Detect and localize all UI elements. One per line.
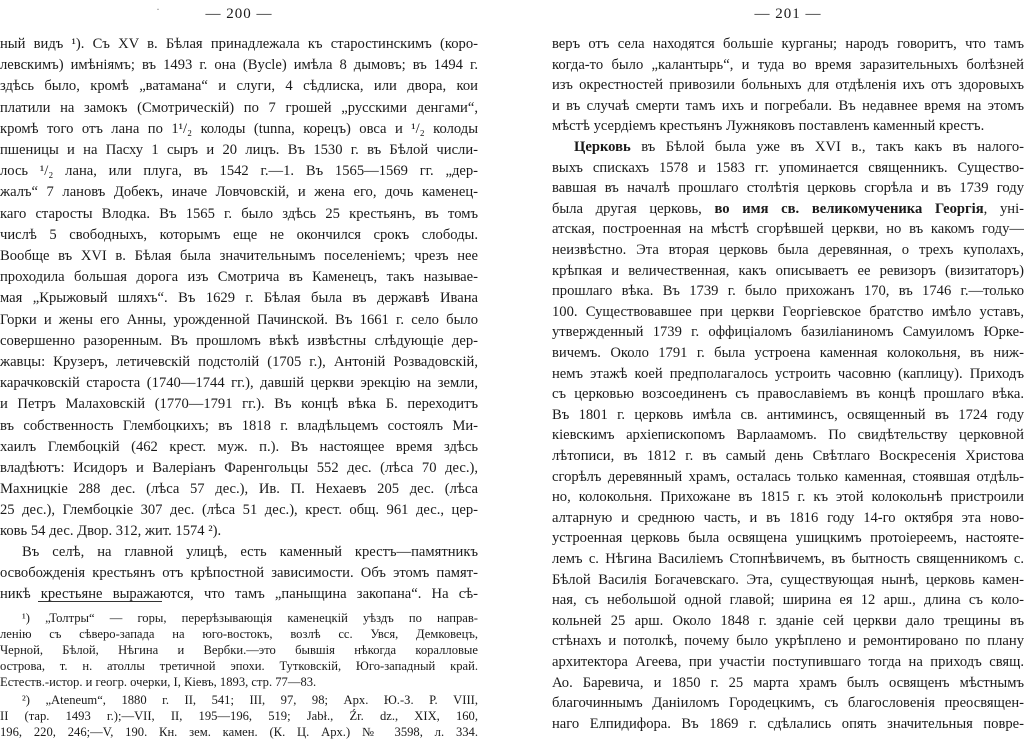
text-line: архитектора Агеева, при участіи поступившаго тогда на приходъ свящ. xyxy=(552,654,1024,670)
text-line: прошлаго вѣка. Въ 1739 г. было прихожанъ 170, въ 1746 г.—только xyxy=(552,283,1024,300)
text-line: 100. Существовавшее при церкви Георгіевское братство имѣло уставъ, xyxy=(552,303,1024,320)
church-dedication: во имя св. великомученика Георгія xyxy=(714,200,984,217)
text-line: сгорѣлъ деревянный храмъ, осталась только каменная, стоявшая отдѣль- xyxy=(552,468,1024,485)
text-line: изъ окрестностей привозили больныхъ для отдѣленія ихъ отъ здоровыхъ xyxy=(552,77,1024,94)
text-line: алтарную и среднюю часть, и въ 1816 году 14-го октября эта ново- xyxy=(552,509,1024,526)
text-line: лось ¹/₂ лана, или плуга, въ 1542 г.—1. Въ 1565—1569 гг. „дер- xyxy=(0,163,478,180)
right-page xyxy=(552,0,1024,742)
text-line: устроенная церковь была освящена ушицкимъ протоіереемъ, настоятe- xyxy=(552,530,1024,547)
text-line: карачковскій староста (1740—1744 гг.), давшій церкви эрекцію на земли, xyxy=(0,375,478,392)
text-line: Въ 1801 г. церковь имѣла св. антиминсъ, освященный въ 1724 году xyxy=(552,406,1024,423)
page-number-right: — 201 — xyxy=(754,6,822,22)
text-line: въ собственность Глембоцкихъ; въ 1818 г. владѣльцемъ состоялъ Ми- xyxy=(0,417,478,434)
text-line: хаилъ Глембоцкій (462 крест. муж. п.). Въ настоящее время здѣсь xyxy=(0,438,478,455)
text-line: и въ случаѣ смерти тамъ ихъ и погребали. Въ недавнее время на этомъ xyxy=(552,97,1024,114)
text-line: благочиннымъ Даніиломъ Городецкимъ, съ благословенія преосвящен- xyxy=(552,695,1024,712)
text-line: наго Елпидифора. Въ 1869 г. сдѣлались опять значительныя повре- xyxy=(552,715,1024,732)
section-heading-word: Церковь xyxy=(574,139,631,155)
text-line: проходила большая дорога изъ Смотрича въ Каменецъ, такъ называе- xyxy=(0,269,478,286)
text-line: ковь 54 дес. Двор. 312, жит. 1574 ²). xyxy=(0,523,222,539)
text-line: жалъ“ 7 лановъ Добекъ, иначе Ловчовскій, и жена его, дочь каменец- xyxy=(0,184,478,201)
text-line: кіевскимъ архіепископомъ Варлаамомъ. По свидѣтельству церковной xyxy=(552,427,1024,444)
footnote-line: острова, т. н. атоллы третичной эпохи. Тутковскій, Юго-западный край. xyxy=(0,659,478,673)
text-line: когда-то было „калантырь“, и туда во время заразительныхъ болѣзней xyxy=(552,56,1024,73)
footnote-line: ¹) „Толтры“ — горы, перерѣзывающія каменецкій уѣздъ по направ- xyxy=(22,611,478,625)
text-line: мая „Крыжовый шляхъ“. Въ 1629 г. Бѣлая была въ державѣ Ивана xyxy=(0,290,478,307)
text-line: атская, построенная на мѣстѣ сгорѣвшей церкви, но въ какомъ году— xyxy=(552,221,1024,238)
footnote-line: 196, 220, 246;—V, 190. Кн. зем. камен. (К. Ц. Арх.) № 3598, л. 334. xyxy=(0,725,478,739)
text-line: неизвѣстно. Эта вторая церковь была деревянная, о трехъ куполахъ, xyxy=(552,242,1024,258)
footnote-line: Естеств.-истор. и геогр. очерки, I, Кіевъ, 1893, стр. 77—83. xyxy=(0,675,317,689)
text-line: лемъ с. Нѣгина Василіемъ Стопнѣвичемъ, въ бытность священникомъ с. xyxy=(552,551,1024,567)
text-line: левскимъ) имѣніямъ; въ 1493 г. она (Bycle) имѣла 8 дымовъ; въ 1494 г. xyxy=(0,57,478,74)
left-page xyxy=(0,0,478,742)
text-line: лѣтописи, въ 1812 г. въ самый день Свѣтлаго Воскресенія Христова xyxy=(552,448,1024,464)
text-line: Ао. Баревича, и 1850 г. 25 марта храмъ былъ освященъ мѣстнымъ xyxy=(552,674,1024,691)
text-line: но, колокольня. Прихожане въ 1815 г. къ этой колокольнѣ пристроили xyxy=(552,489,1024,506)
footnote-line: Черной, Бѣлой, Нѣгина и Вербки.—это бывшія нѣкогда коралловые xyxy=(0,643,478,657)
text-line: выхъ спискахъ 1578 и 1583 гг. упоминается священникъ. Существо- xyxy=(552,159,1024,176)
text-line: жавцы: Крузеръ, летичевскій подстолій (1705 г.), Антоній Розвадовскій, xyxy=(0,354,478,370)
text-line: 25 дес.), Глембоцкіе 307 дес. (лѣса 51 дес.), крест. общ. 961 дес., цер- xyxy=(0,502,478,519)
text-line: освобожденія крестьянъ отъ крѣпостной зависимости. Объ этомъ памят- xyxy=(0,565,478,581)
text-line: была другая церковь, во имя св. великомученика Георгія, уні- xyxy=(552,200,1024,217)
text-line: ный видъ ¹). Съ XV в. Бѣлая принадлежала къ старостинскимъ (коро- xyxy=(0,36,478,52)
text-line: вичемъ. Около 1791 г. была устроена каменная колокольня, въ ниж- xyxy=(552,345,1024,361)
text-line: стѣнахъ и потолкѣ, почему было укрѣплено и ремонтировано по плану xyxy=(552,633,1024,650)
text-line: здѣсь было, кромѣ „ватамана“ и слуги, 4 сѣдлиска, или двора, кои xyxy=(0,78,478,95)
text-line: крѣпкая и величественная, какъ описываетъ ее ревизоръ (визитаторъ) xyxy=(552,262,1024,279)
text-line: немъ этажѣ коей предполагалось устроить часовню (каплицу). Приходъ xyxy=(552,365,1024,382)
text-line: веръ отъ села находятся большіе курганы; народъ говоритъ, что тамъ xyxy=(552,36,1024,52)
text-line: платили на замокъ (Смотрическій) по 7 грошей „русскими денгами“, xyxy=(0,99,478,116)
text-line: никѣ крестьяне выражаются, что тамъ „паныщина закопана“. На сѣ- xyxy=(0,586,478,602)
text-line: Въ селѣ, на главной улицѣ, есть каменный крестъ—памятникъ xyxy=(22,544,478,560)
text-line: съ церковью возсоединенъ съ православіемъ въ концѣ прошлаго вѣка. xyxy=(552,386,1024,403)
page-number-left: — 200 — xyxy=(205,6,273,22)
text-line: Махницкіе 288 дес. (лѣса 57 дес.), Ив. П. Нехаевъ 205 дес. (лѣса xyxy=(0,481,478,498)
page-mark: · xyxy=(156,2,160,16)
footnote-rule xyxy=(38,601,162,602)
text-line: Бѣлой Василія Богачевскаго. Эта, существующая нынѣ, церковь камен- xyxy=(552,571,1024,588)
text-line: и Петръ Малаховскій (1770—1791 гг.). Въ концѣ вѣка Б. переходитъ xyxy=(0,396,478,413)
text-line: числѣ 5 свободныхъ, которымъ еще не окончился срокъ слободы. xyxy=(0,226,478,243)
footnote-line: II (тар. 1493 г.);—VII, II, 195—196, 519; Jabł., Źr. dz., XIX, 160, xyxy=(0,709,478,723)
text-line: Горки и жены его Анны, урожденной Пачинской. Въ 1661 г. село было xyxy=(0,311,478,328)
footnote-line: ленію съ сѣверо-запада на юго-востокъ, возлѣ сс. Увся, Демковецъ, xyxy=(0,627,478,641)
text-line: кромѣ того отъ лана по 1¹/₂ колоды (tunna, корецъ) овса и ¹/₂ колоды xyxy=(0,120,478,137)
footnote-line: ²) „Ateneum“, 1880 г. II, 541; III, 97, 98; Арх. Ю.-З. Р. VIII, xyxy=(22,693,478,707)
text-line: пшеницы и на Пасху 1 сыръ и 20 лицъ. Въ 1530 г. въ Бѣлой числи- xyxy=(0,142,478,158)
text-line: кольней 25 арш. Около 1848 г. зданіе сей церкви дало трещины въ xyxy=(552,612,1024,629)
text-line: Вообще въ XVI в. Бѣлая была значительнымъ поселеніемъ; чрезъ нее xyxy=(0,248,478,264)
text-line: Церковь въ Бѣлой была уже въ XVI в., такъ какъ въ налого- xyxy=(574,139,1024,155)
text-line: владѣютъ: Исидоръ и Валеріанъ Фаренгольцы 552 дес. (лѣса 70 дес.), xyxy=(0,460,478,476)
text-line: вавшая въ началѣ прошлаго столѣтія церковь сгорѣла и въ 1739 году xyxy=(552,180,1024,197)
text-line: мѣстѣ усердіемъ крестьянъ Лужняковъ поставленъ каменный крестъ. xyxy=(552,118,985,135)
text-line: ная, съ небольшой одной главой; ширина ея 12 арш., длина съ коло- xyxy=(552,592,1024,609)
text-line: совершенно разоренным. Въ прошломъ вѣкѣ извѣстны слѣдующіе дер- xyxy=(0,332,478,349)
text-line: каго старосты Влодка. Въ 1565 г. было здѣсь 25 крестьянъ, въ томъ xyxy=(0,205,478,222)
text-line: утвержденный 1739 г. оффиціаломъ базиліаниномъ Самуиломъ Юрке- xyxy=(552,324,1024,341)
